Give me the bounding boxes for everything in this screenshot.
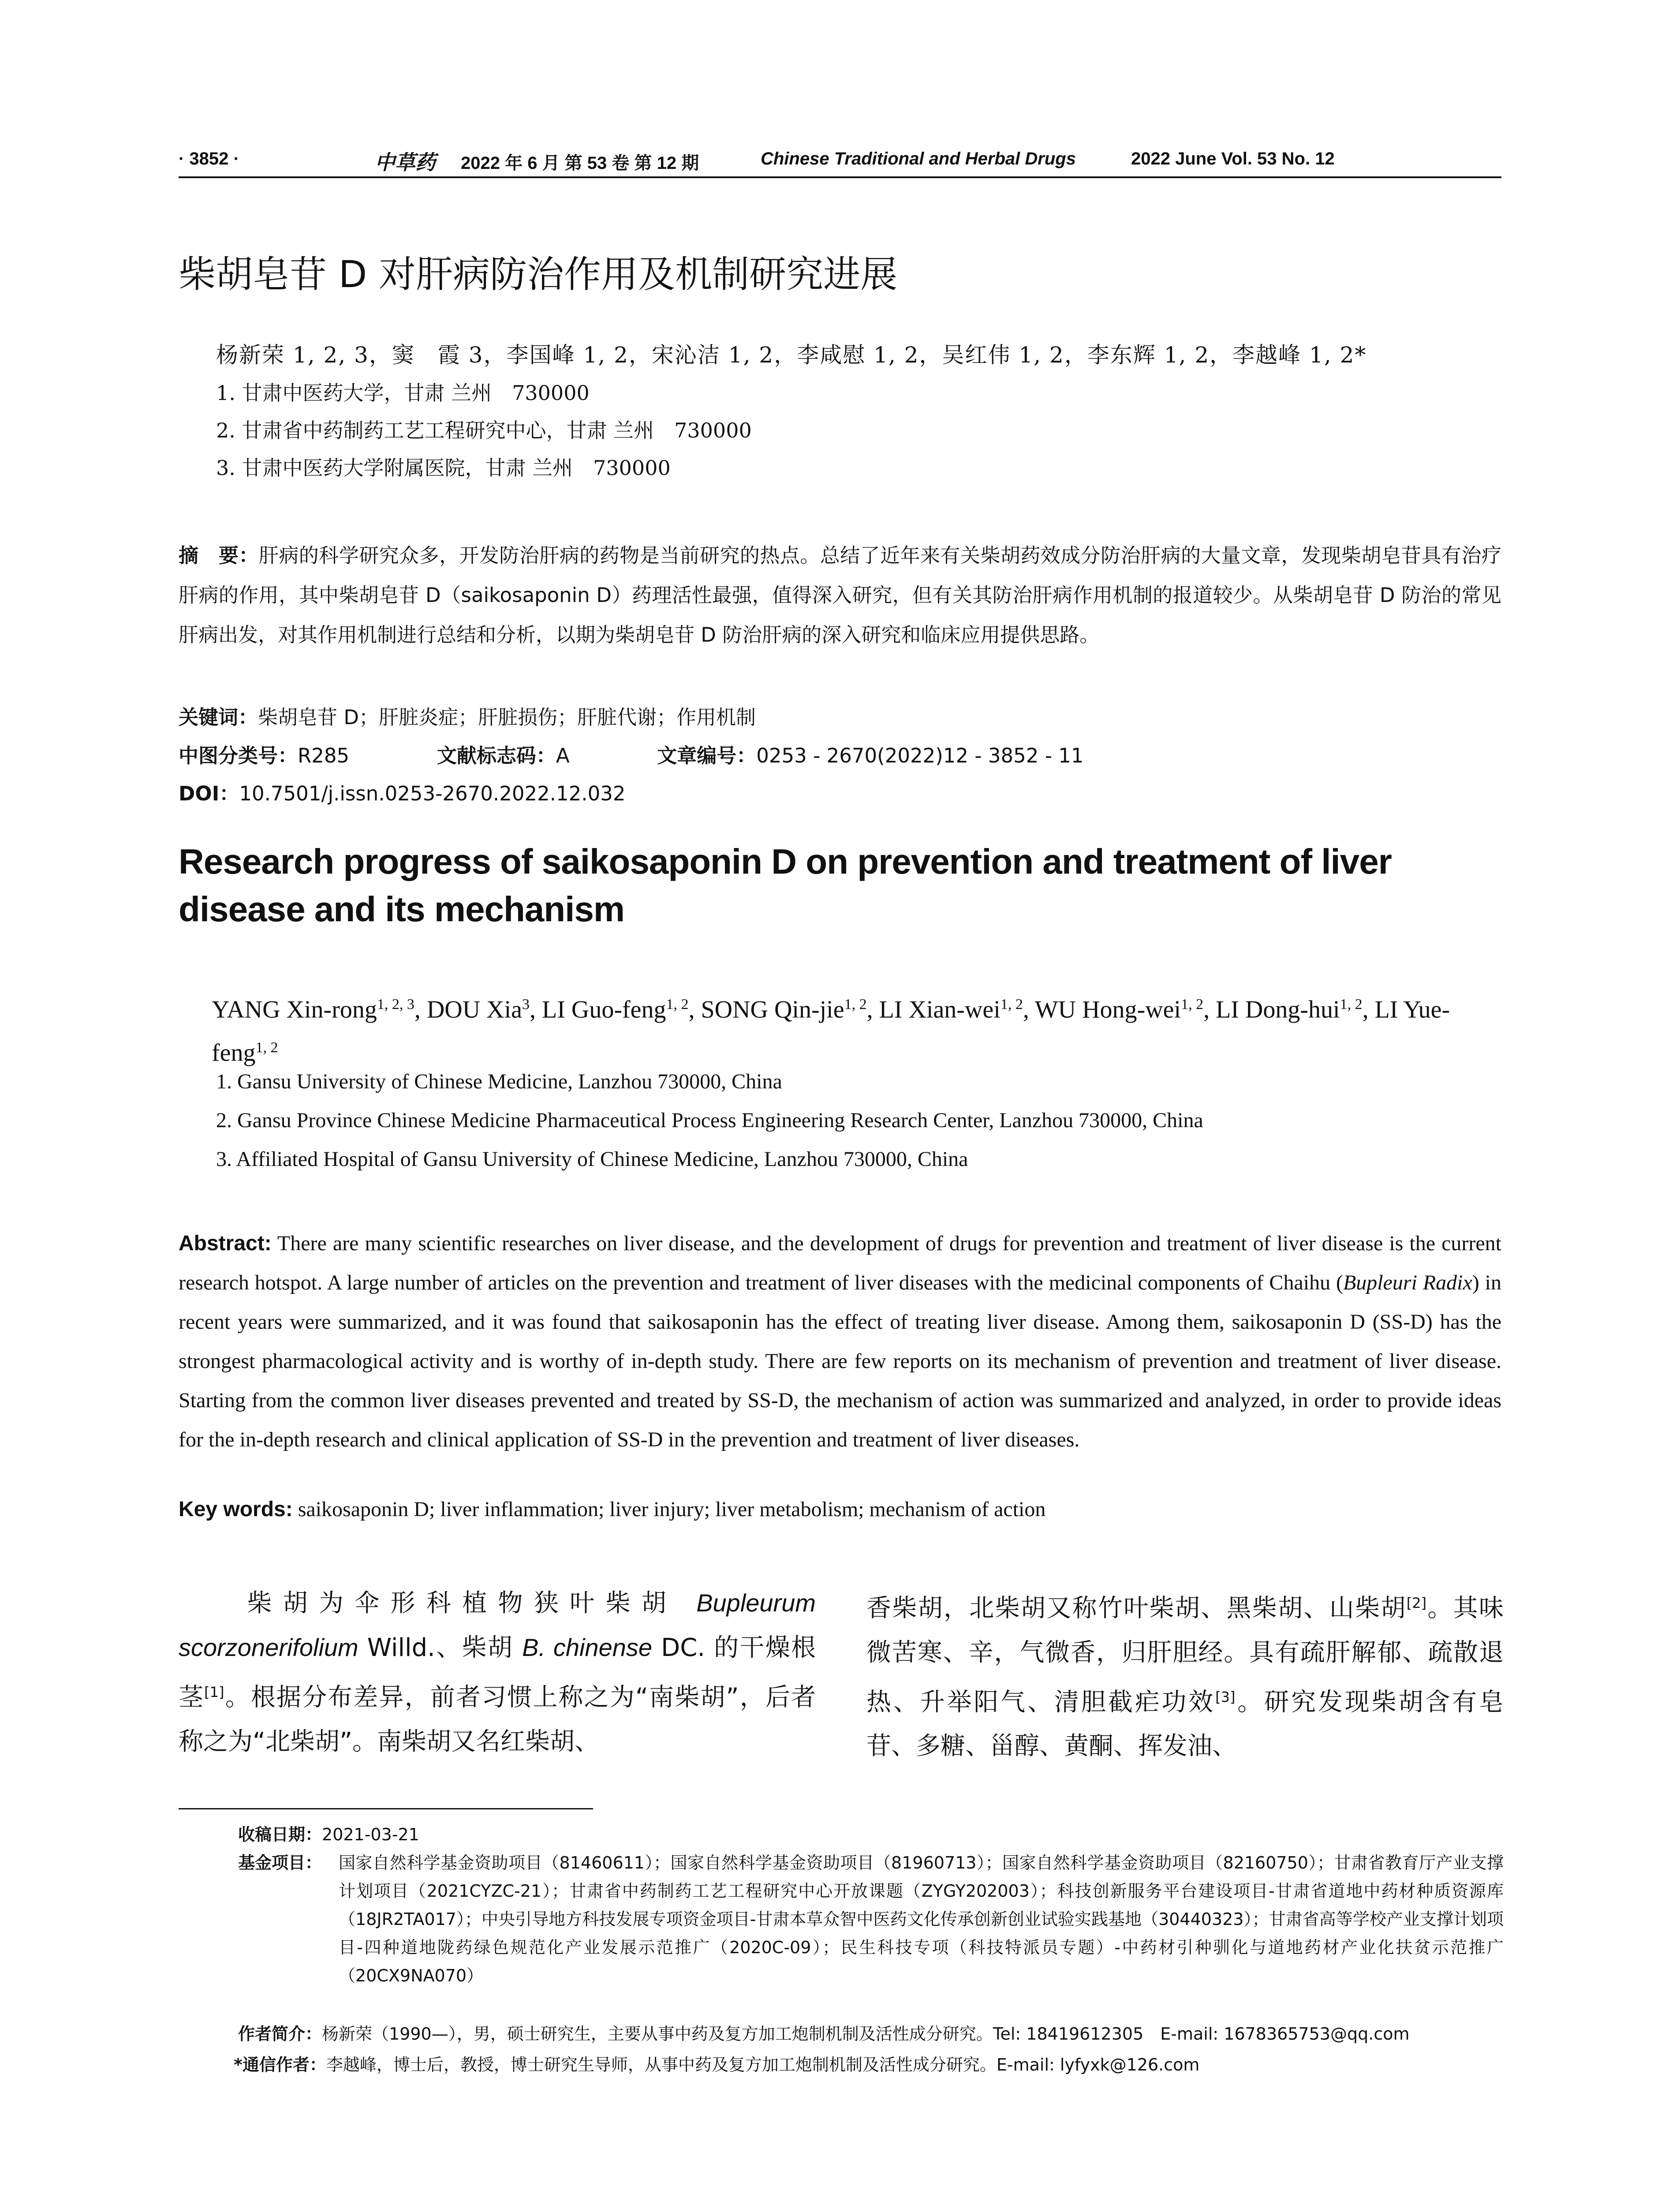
journal-name-cn: 中草药 bbox=[375, 150, 436, 174]
author-name-en: LI Xian-wei bbox=[879, 996, 1001, 1024]
affiliation-en-2: 2. Gansu Province Chinese Medicine Pharmaceutical Process Engineering Research Center, Lanzhou 730000, China bbox=[216, 1109, 1203, 1132]
page-number: · 3852 · bbox=[179, 149, 239, 168]
author-name-en: LI Yue-feng bbox=[212, 996, 1450, 1067]
article-number-label: 文章编号： bbox=[657, 744, 757, 767]
doc-code-value: A bbox=[556, 744, 570, 767]
body-text: Willd.、柴胡 bbox=[358, 1633, 523, 1662]
author-name-en: WU Hong-wei bbox=[1034, 996, 1181, 1024]
abstract-en-text-2: ) in recent years were summarized, and it was found that saikosaponin has the effect of treating liver disease. Among them, saikosaponin D (SS-D) has the strongest pharmacological activity and is worthy of in-depth study. There are few reports on its mechanism of prevention and treatment of liver disease. Starting from the common liver diseases prevented and treated by SS-D, the mechanism of action was summarized and analyzed, in order to provide ideas for the in-depth research and clinical application of SS-D in the prevention and treatment of liver diseases. bbox=[179, 1271, 1502, 1451]
doc-code-label: 文献标志码： bbox=[437, 744, 556, 767]
affiliation-en-1: 1. Gansu University of Chinese Medicine, Lanzhou 730000, China bbox=[216, 1070, 782, 1093]
corresponding-author bbox=[234, 2051, 1199, 2079]
author-affiliation-marker: 1, 2 bbox=[1340, 996, 1363, 1013]
author-affiliation-marker: 1, 2 bbox=[666, 996, 689, 1013]
keywords-cn-label: 关键词： bbox=[179, 706, 258, 729]
body-text: 香柴胡，北柴胡又称竹叶柴胡、黑柴胡、山柴胡 bbox=[866, 1594, 1407, 1623]
authors-cn: 杨新荣 1, 2, 3，窦 霞 3，李国峰 1, 2，宋沁洁 1, 2，李咸慰 1, 2，吴红伟 1, 2，李东辉 1, 2，李越峰 1, 2* bbox=[216, 342, 1367, 368]
author-affiliation-marker: 1, 2 bbox=[844, 996, 867, 1013]
author-affiliation-marker: 1, 2 bbox=[1181, 996, 1204, 1013]
corresponding-text: 李越峰，博士后，教授，博士研究生导师，从事中药及复方加工炮制机制及活性成分研究。E-mail: lyfyxk@126.com bbox=[326, 2055, 1200, 2074]
author-bio-label: 作者简介： bbox=[238, 2024, 322, 2044]
clc-value: R285 bbox=[298, 744, 350, 767]
funding-text: 国家自然科学基金资助项目（81460611）；国家自然科学基金资助项目（81960713）；国家自然科学基金资助项目（82160750）；甘肃省教育厅产业支撑计划项目（2021CYZC-21）；甘肃省中药制药工艺工程研究中心开放课题（ZYGY202003）；科技创新服务平台建设项目-甘肃省道地中药材种质资源库（18JR2TA017）；中央引导地方科技发展专项资金项目-甘肃本草众智中医药文化传承创新创业试验实践基地（30440323）；甘肃省高等学校产业支撑计划项目-四种道地陇药绿色规范化产业发展示范推广（2020C-09）；民生科技专项（科技特派员专题）-中药材引种驯化与道地药材产业化扶贫示范推广（20CX9NA070） bbox=[339, 1853, 1504, 1985]
body-text: DC. 的干燥根茎 bbox=[179, 1633, 816, 1712]
body-column-right bbox=[866, 1581, 1504, 1768]
author-name-en: SONG Qin-jie bbox=[701, 996, 844, 1024]
affiliation-en-3: 3. Affiliated Hospital of Gansu University of Chinese Medicine, Lanzhou 730000, China bbox=[216, 1147, 968, 1171]
citation-ref[interactable]: [2] bbox=[1406, 1595, 1427, 1611]
received-label: 收稿日期： bbox=[238, 1825, 322, 1844]
corresponding-label: *通信作者： bbox=[234, 2055, 326, 2074]
issue-info-en: 2022 June Vol. 53 No. 12 bbox=[1131, 149, 1335, 168]
article-title-en: Research progress of saikosaponin D on prevention and treatment of liver disease and its mechanism bbox=[179, 842, 1392, 929]
keywords-en-label: Key words: bbox=[179, 1498, 293, 1521]
author-name-en: LI Guo-feng bbox=[542, 996, 666, 1024]
article-title-cn: 柴胡皂苷 D 对肝病防治作用及机制研究进展 bbox=[179, 253, 898, 296]
article-number-value: 0253 - 2670(2022)12 - 3852 - 11 bbox=[756, 744, 1084, 767]
abstract-en-italic: Bupleuri Radix bbox=[1343, 1271, 1472, 1294]
journal-name-en: Chinese Traditional and Herbal Drugs bbox=[761, 149, 1076, 168]
affiliation-cn-3: 3. 甘肃中医药大学附属医院，甘肃 兰州 730000 bbox=[216, 456, 671, 480]
affiliation-cn-2: 2. 甘肃省中药制药工艺工程研究中心，甘肃 兰州 730000 bbox=[216, 419, 752, 442]
issue-info-cn: 2022 年 6 月 第 53 卷 第 12 期 bbox=[461, 153, 699, 173]
author-bio bbox=[238, 2020, 1410, 2048]
doi-label: DOI： bbox=[179, 782, 239, 805]
abstract-cn-label: 摘 要： bbox=[179, 544, 259, 567]
header-divider bbox=[179, 176, 1501, 178]
affiliation-cn-1: 1. 甘肃中医药大学，甘肃 兰州 730000 bbox=[216, 381, 590, 405]
received-value: 2021-03-21 bbox=[322, 1825, 419, 1844]
body-text: 。其味微苦寒、辛，气微香，归肝胆经。具有疏肝解郁、疏散退热、升举阳气、清胆截疟功效 bbox=[866, 1594, 1504, 1717]
footnote-divider bbox=[179, 1808, 593, 1809]
species-name: Bupleurum scorzonerifolium bbox=[179, 1589, 816, 1661]
abstract-cn bbox=[179, 536, 1501, 655]
author-affiliation-marker: 1, 2 bbox=[1000, 996, 1023, 1013]
citation-ref[interactable]: [1] bbox=[204, 1684, 224, 1700]
author-name-en: YANG Xin-rong bbox=[212, 996, 377, 1024]
author-affiliation-marker: 3 bbox=[522, 996, 530, 1013]
body-text: 柴胡为伞形科植物狭叶柴胡 bbox=[236, 1589, 697, 1618]
citation-ref[interactable]: [3] bbox=[1215, 1688, 1236, 1705]
abstract-cn-text: 肝病的科学研究众多，开发防治肝病的药物是当前研究的热点。总结了近年来有关柴胡药效成分防治肝病的大量文章，发现柴胡皂苷具有治疗肝病的作用，其中柴胡皂苷 D（saikosaponin D）药理活性最强，值得深入研究，但有关其防治肝病作用机制的报道较少。从柴胡皂苷 D 防治的常见肝病出发，对其作用机制进行总结和分析，以期为柴胡皂苷 D 防治肝病的深入研究和临床应用提供思路。 bbox=[179, 544, 1501, 647]
received-date bbox=[238, 1820, 419, 1849]
running-header bbox=[179, 146, 1501, 176]
clc-label: 中图分类号： bbox=[179, 744, 298, 767]
author-bio-text: 杨新荣（1990—），男，硕士研究生，主要从事中药及复方加工炮制机制及活性成分研究。Tel: 18419612305 E-mail: 1678365753@qq.com bbox=[322, 2024, 1410, 2044]
doi-row bbox=[179, 777, 626, 806]
classification-row bbox=[179, 740, 1084, 768]
abstract-en-text-1: There are many scientific researches on liver disease, and the development of drugs for prevention and treatment of liver disease is the current research hotspot. A large number of articles on the prevention and treatment of liver diseases with the medicinal components of Chaihu ( bbox=[179, 1232, 1501, 1294]
author-affiliation-marker: 1, 2 bbox=[255, 1039, 278, 1056]
funding-label: 基金项目： bbox=[238, 1853, 322, 1872]
abstract-en-label: Abstract: bbox=[179, 1232, 272, 1255]
author-name-en: LI Dong-hui bbox=[1216, 996, 1340, 1024]
author-name-en: DOU Xia bbox=[426, 996, 523, 1024]
keywords-cn-text: 柴胡皂苷 D；肝脏炎症；肝脏损伤；肝脏代谢；作用机制 bbox=[258, 706, 756, 729]
abstract-en bbox=[179, 1224, 1501, 1459]
author-affiliation-marker: 1, 2, 3 bbox=[377, 996, 414, 1013]
funding-note bbox=[238, 1849, 1504, 1990]
body-column-left bbox=[179, 1581, 816, 1764]
body-text: 。研究发现柴胡含有皂苷、多糖、甾醇、黄酮、挥发油、 bbox=[866, 1688, 1504, 1761]
doi-link[interactable]: 10.7501/j.issn.0253-2670.2022.12.032 bbox=[239, 782, 626, 805]
authors-en: YANG Xin-rong$^{1, 2, 3}$, DOU Xia$^3$, LI Guo-feng$^{1, 2}$, SONG Qin-jie$^{1, 2}$, LI Xian-wei$^{1, 2}$, WU Hong-wei$^{1, 2}$, LI Dong-hui$^{1, 2}$, LI Yue-feng$^{1, 2}$ bbox=[212, 996, 1450, 1067]
body-text: 。根据分布差异，前者习惯上称之为“南柴胡”，后者称之为“北柴胡”。南柴胡又名红柴胡、 bbox=[179, 1683, 816, 1756]
keywords-en-text: saikosaponin D; liver inflammation; liver injury; liver metabolism; mechanism of action bbox=[292, 1498, 1046, 1521]
species-name: B. chinense bbox=[522, 1633, 653, 1661]
keywords-cn bbox=[179, 701, 756, 730]
keywords-en bbox=[179, 1497, 1045, 1521]
